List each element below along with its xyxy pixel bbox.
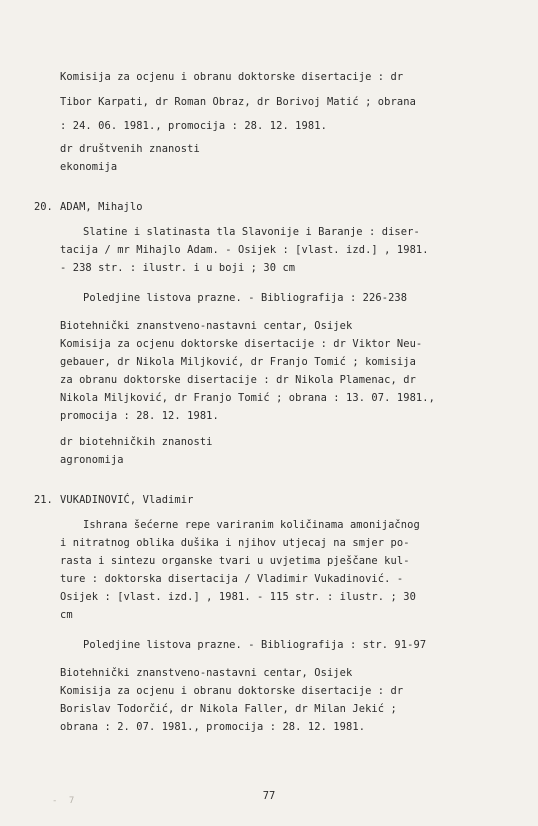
entry-title-line: Ishrana šećerne repe variranim količinama amonijačnog — [83, 519, 420, 531]
margin-marks: - 7 — [52, 796, 78, 806]
entry-title-line: ture : doktorska disertacija / Vladimir Vukadinović. - — [60, 573, 404, 585]
institution-line: obrana : 2. 07. 1981., promocija : 28. 12. 1981. — [60, 721, 366, 733]
entry-note: Poledjine listova prazne. - Bibliografija : 226-238 — [83, 292, 408, 304]
entry-title-line: tacija / mr Mihajlo Adam. - Osijek : [vlast. izd.] , 1981. — [60, 244, 429, 256]
entry-author: VUKADINOVIĆ, Vladimir — [60, 494, 194, 506]
institution-line: Komisija za ocjenu i obranu doktorske disertacije : dr — [60, 685, 404, 697]
entry-number: 21. — [34, 494, 53, 506]
entry-title-line: i nitratnog oblika dušika i njihov utjecaj na smjer po- — [60, 537, 410, 549]
degree-line: ekonomija — [60, 161, 118, 173]
institution-line: Biotehnički znanstveno-nastavni centar, Osijek — [60, 320, 353, 332]
entry-title-line: Slatine i slatinasta tla Slavonije i Baranje : diser- — [83, 226, 420, 238]
degree-line: dr biotehničkih znanosti — [60, 436, 213, 448]
degree-line: dr društvenih znanosti — [60, 143, 200, 155]
page-number: 77 — [262, 790, 276, 802]
institution-line: za obranu doktorske disertacije : dr Nikola Plamenac, dr — [60, 374, 416, 386]
institution-line: Biotehnički znanstveno-nastavni centar, Osijek — [60, 667, 353, 679]
institution-line: Nikola Miljković, dr Franjo Tomić ; obrana : 13. 07. 1981., — [60, 392, 435, 404]
entry-note: Poledjine listova prazne. - Bibliografija : str. 91-97 — [83, 639, 427, 651]
degree-line: agronomija — [60, 454, 124, 466]
header-line: Komisija za ocjenu i obranu doktorske disertacije : dr — [60, 71, 404, 83]
header-line: Tibor Karpati, dr Roman Obraz, dr Borivoj Matić ; obrana — [60, 96, 416, 108]
entry-author: ADAM, Mihajlo — [60, 201, 143, 213]
header-line: : 24. 06. 1981., promocija : 28. 12. 1981. — [60, 120, 327, 132]
entry-title-line: - 238 str. : ilustr. i u boji ; 30 cm — [60, 262, 296, 274]
institution-line: Komisija za ocjenu doktorske disertacije : dr Viktor Neu- — [60, 338, 423, 350]
institution-line: Borislav Todorčić, dr Nikola Faller, dr Milan Jekić ; — [60, 703, 397, 715]
institution-line: promocija : 28. 12. 1981. — [60, 410, 219, 422]
entry-number: 20. — [34, 201, 53, 213]
institution-line: gebauer, dr Nikola Miljković, dr Franjo Tomić ; komisija — [60, 356, 416, 368]
entry-title-line: Osijek : [vlast. izd.] , 1981. - 115 str. : ilustr. ; 30 — [60, 591, 416, 603]
entry-title-line: cm — [60, 609, 73, 621]
entry-title-line: rasta i sintezu organske tvari u uvjetima pješčane kul- — [60, 555, 410, 567]
